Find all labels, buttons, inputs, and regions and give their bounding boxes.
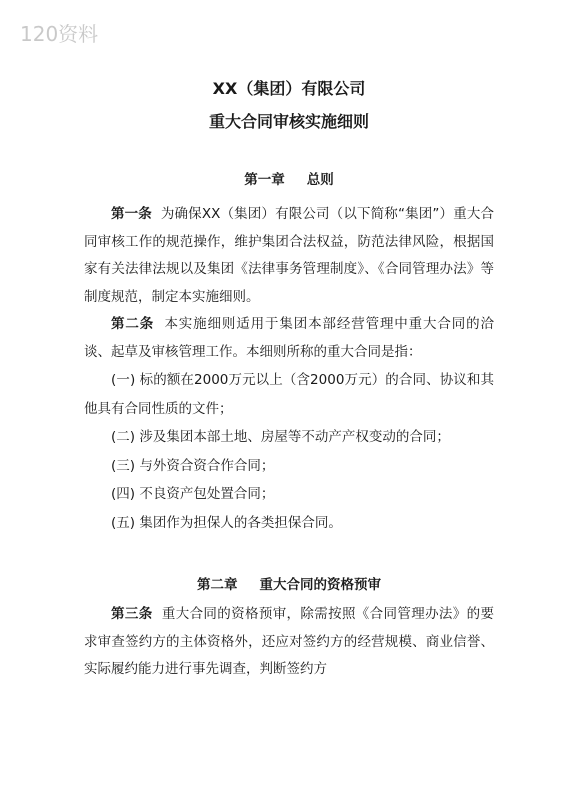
article-1-text: 为确保XX（集团）有限公司（以下简称“集团”）重大合同审核工作的规范操作，维护集团合法权益，防范法律风险，根据国家有关法律法规以及集团《法律事务管理制度》、《合同管理办法》等制度规范，制定本实施细则。	[84, 206, 495, 305]
chapter-1-name: 总则	[306, 172, 334, 188]
article-2	[84, 311, 494, 366]
chapter-1-heading	[84, 170, 494, 190]
article-2-label: 第二条	[111, 316, 155, 332]
article-3	[84, 601, 494, 684]
article-2-text: 本实施细则适用于集团本部经营管理中重大合同的洽谈、起草及审核管理工作。本细则所称的重大合同是指：	[84, 316, 495, 360]
list-item: (二) 涉及集团本部土地、房屋等不动产产权变动的合同；	[111, 429, 450, 445]
list-item: (三) 与外资合资合作合同；	[111, 457, 275, 474]
document-title-company: XX（集团）有限公司	[212, 79, 366, 98]
chapter-2-heading	[84, 575, 494, 595]
document-title-rules: 重大合同审核实施细则	[208, 112, 369, 131]
article-3-label: 第三条	[111, 606, 153, 622]
chapter-1-label: 第一章	[244, 172, 285, 188]
watermark-text: 120资料	[20, 22, 99, 46]
article-3-text: 重大合同的资格预审，除需按照《合同管理办法》的要求审查签约方的主体资格外，还应对签约方的经营规模、商业信誉、实际履约能力进行事先调查，判断签约方	[84, 606, 494, 677]
article-1	[84, 201, 494, 311]
list-item: (一) 标的额在2000万元以上（含2000万元）的合同、协议和其他具有合同性质的文件；	[84, 372, 494, 417]
article-1-label: 第一条	[111, 206, 152, 222]
list-item: (五) 集团作为担保人的各类担保合同。	[111, 514, 342, 531]
list-item: (四) 不良资产包处置合同；	[111, 486, 275, 502]
chapter-2-name: 重大合同的资格预审	[259, 577, 381, 593]
chapter-2-label: 第二章	[197, 577, 238, 593]
document-page	[84, 74, 494, 684]
